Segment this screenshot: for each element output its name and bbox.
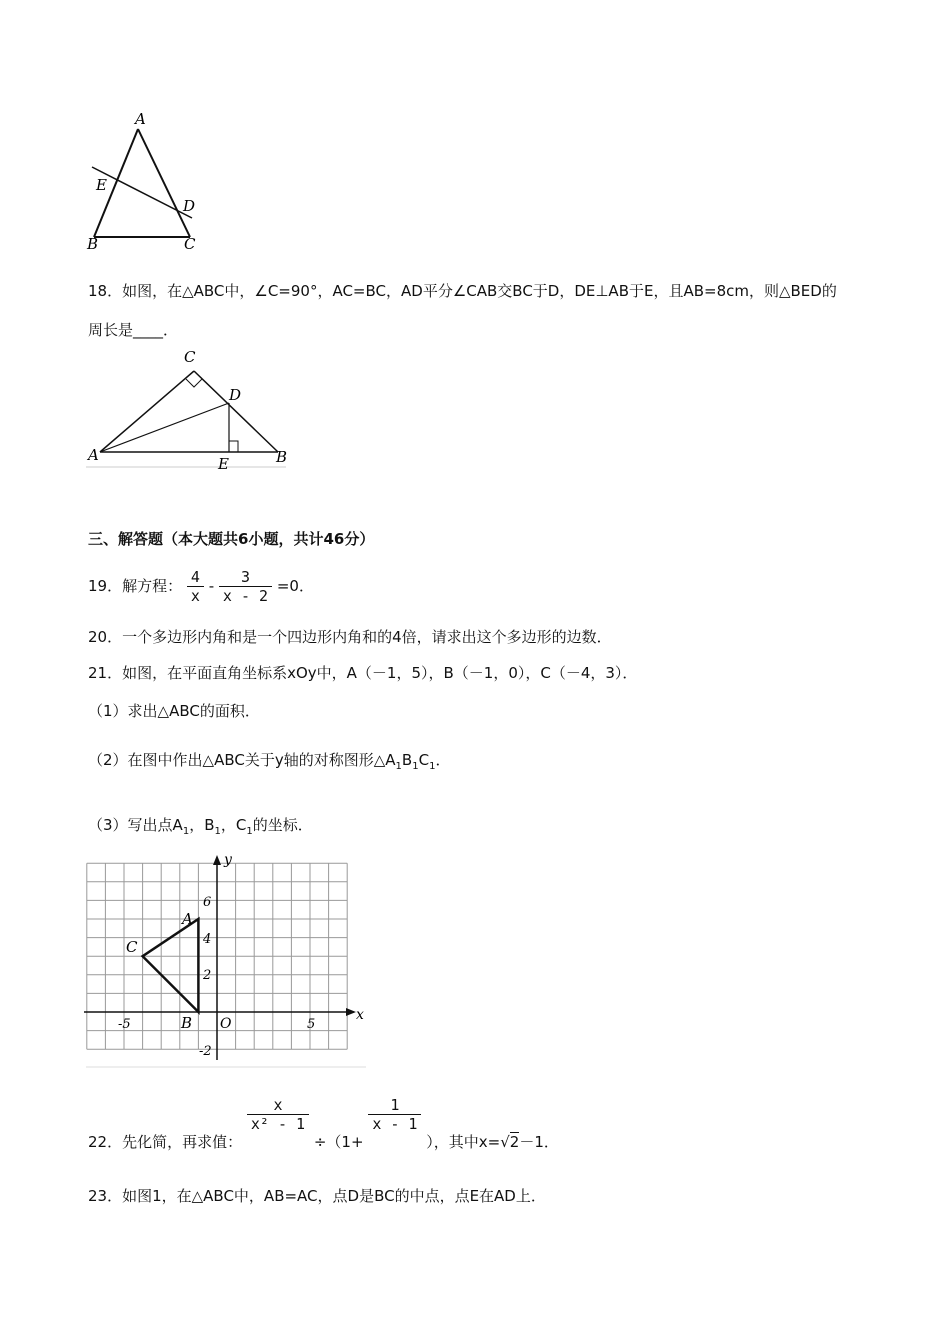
figure-17-triangle: [82, 110, 212, 255]
tick-y-4: 4: [203, 932, 212, 947]
triangle-abc: [143, 919, 199, 1012]
label-C: C: [184, 348, 196, 366]
label-B: B: [87, 235, 99, 253]
question-19: 19．解方程： $\frac{4}{x}$ - $\frac{3}{x - 2}$ =0．: [88, 568, 314, 605]
figure-18-triangle: [86, 345, 296, 473]
tick-x-5: 5: [307, 1017, 316, 1032]
question-21-part-3: （3）写出点$A_1$，$B_1$，$C_1$的坐标．: [88, 816, 313, 837]
axis-y-label: y: [224, 852, 232, 868]
question-20: 20．一个多边形内角和是一个四边形内角和的4倍，请求出这个多边形的边数．: [88, 628, 612, 646]
fraction-3-over-x-minus-2: $\frac{3}{x - 2}$: [219, 568, 272, 605]
label-B: B: [276, 448, 288, 466]
q19-prefix: 19．解方程：: [88, 577, 183, 595]
question-21: 21．如图，在平面直角坐标系xOy中，A（－1，5），B（－1，0），C（－4，3）．: [88, 664, 638, 682]
label-E: E: [96, 176, 107, 194]
question-23: 23．如图1，在△ABC中，AB=AC，点D是BC的中点，点E在AD上．: [88, 1187, 546, 1205]
sqrt-sign: √: [500, 1133, 510, 1151]
origin-label: O: [220, 1016, 232, 1032]
fraction-x-over-x2-minus-1: $\frac{x}{\text{x² - 1}}$: [247, 1096, 309, 1133]
label-E: E: [218, 455, 229, 473]
label-C: C: [126, 938, 138, 956]
section-3-title: 三、解答题（本大题共6小题，共计46分）: [88, 530, 375, 548]
label-A: A: [182, 910, 193, 928]
tick-y-6: 6: [203, 895, 212, 910]
label-C: C: [184, 235, 196, 253]
label-D: D: [229, 386, 242, 404]
axis-x-label: x: [356, 1007, 364, 1023]
label-D: D: [183, 197, 196, 215]
question-22: 22．先化简，再求值： $\frac{x}{\text{x² - 1}}$ ÷（1+ $\frac{1}{x - 1}$ ），其中x=√2－1．: [88, 1096, 559, 1151]
question-18-line1: 18．如图，在△ABC中，∠C=90°，AC=BC，AD平分∠CAB交BC于D，DE⊥AB于E，且AB=8cm，则△BED的: [88, 282, 837, 300]
tick-y-neg2: -2: [199, 1044, 212, 1059]
label-B: B: [181, 1014, 193, 1032]
question-21-part-2: （2）在图中作出△ABC关于y轴的对称图形$\triangle A_1B_1C_1$．: [88, 751, 451, 772]
fraction-4-over-x: $\frac{4}{x}$: [187, 568, 204, 605]
tick-y-2: 2: [203, 968, 212, 983]
label-A: A: [135, 110, 146, 128]
tick-x-neg5: -5: [118, 1017, 131, 1032]
fraction-1-over-x-minus-1: $\frac{1}{x - 1}$: [368, 1096, 421, 1133]
label-A: A: [88, 446, 99, 464]
question-18-line2: 周长是____．: [88, 321, 179, 339]
question-21-part-1: （1）求出△ABC的面积．: [88, 702, 260, 720]
figure-21-coordinate-grid: [84, 852, 374, 1072]
